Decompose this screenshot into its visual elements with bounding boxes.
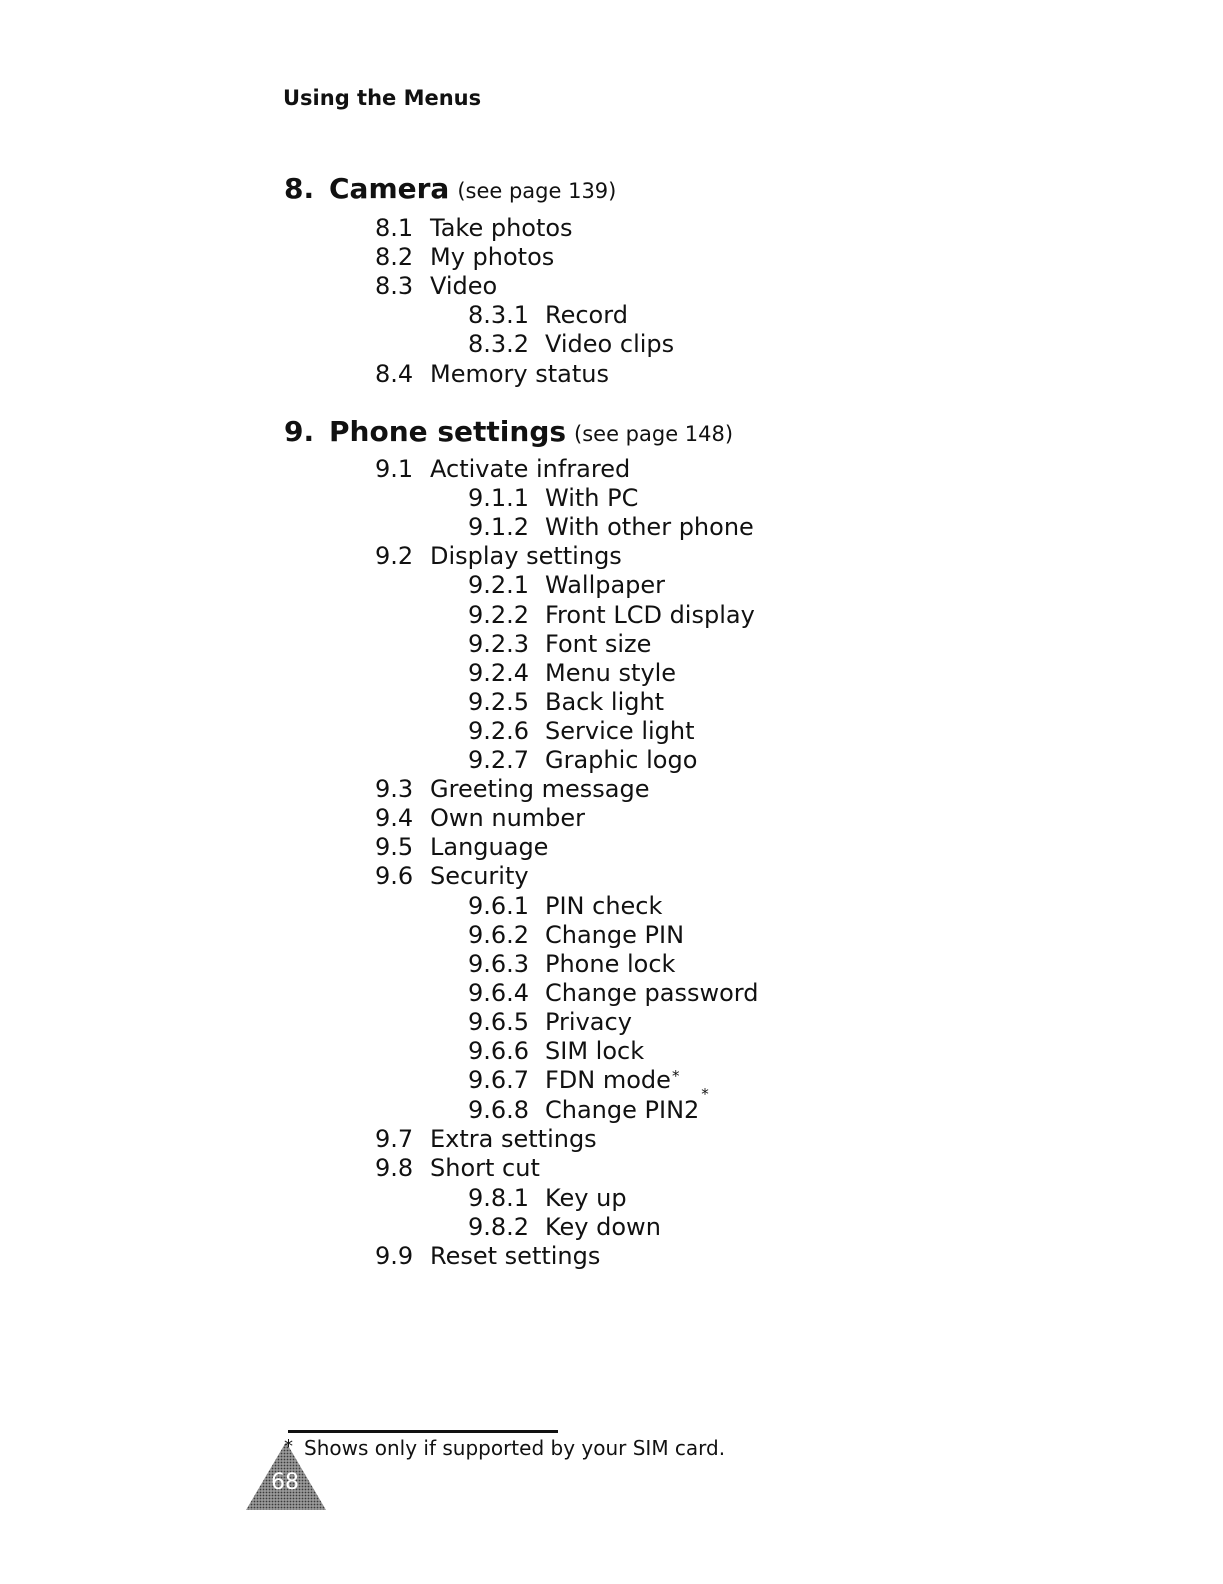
item-label: Key down	[545, 1213, 661, 1241]
item-number: 8.2	[375, 243, 414, 271]
item-number: 8.1	[375, 214, 414, 242]
item-label: Front LCD display	[545, 601, 755, 629]
menu-subitem	[468, 601, 755, 630]
menu-subitem	[468, 1213, 661, 1242]
item-label: Video clips	[545, 330, 675, 358]
section-number: 9.	[284, 415, 315, 448]
item-label: Security	[430, 862, 529, 890]
item-label: Language	[430, 833, 549, 861]
section-number: 8.	[284, 172, 315, 205]
menu-subitem	[468, 659, 676, 688]
item-number: 9.1.1	[468, 484, 530, 512]
item-number: 8.3.1	[468, 301, 530, 329]
item-number: 9.1.2	[468, 513, 530, 541]
menu-item	[375, 1242, 600, 1271]
menu-item	[375, 775, 649, 804]
item-number: 9.9	[375, 1242, 414, 1270]
item-number: 9.5	[375, 833, 414, 861]
page-reference: (see page 139)	[457, 179, 617, 203]
item-label: FDN mode	[545, 1066, 671, 1094]
item-number: 9.1	[375, 455, 414, 483]
item-number: 9.6.4	[468, 979, 530, 1007]
item-label: Change PIN	[545, 921, 685, 949]
section-name: Phone settings	[329, 415, 567, 448]
item-number: 9.2.6	[468, 717, 530, 745]
item-number: 9.6.8	[468, 1096, 530, 1124]
menu-item	[375, 1125, 597, 1154]
menu-item	[375, 214, 573, 243]
item-label: Wallpaper	[545, 571, 666, 599]
item-label: With other phone	[545, 513, 754, 541]
menu-item	[375, 833, 548, 862]
menu-item	[375, 862, 529, 891]
item-number: 8.4	[375, 360, 414, 388]
item-label: Reset settings	[430, 1242, 601, 1270]
footnote-text: Shows only if supported by your SIM card.	[304, 1436, 726, 1460]
item-label: SIM lock	[545, 1037, 645, 1065]
menu-subitem	[468, 1037, 644, 1066]
footnote-marker: *	[284, 1436, 293, 1457]
footnote-marker: *	[701, 1085, 709, 1103]
menu-item	[375, 455, 630, 484]
footnote-divider	[288, 1430, 558, 1433]
item-number: 8.3	[375, 272, 414, 300]
item-label: Take photos	[430, 214, 573, 242]
menu-item	[375, 542, 622, 571]
item-label: Own number	[430, 804, 586, 832]
item-label: Key up	[545, 1184, 627, 1212]
item-number: 9.2.2	[468, 601, 530, 629]
item-number: 9.6.2	[468, 921, 530, 949]
item-label: Phone lock	[545, 950, 676, 978]
item-label: Video	[430, 272, 498, 300]
item-number: 9.4	[375, 804, 414, 832]
item-number: 9.2.3	[468, 630, 530, 658]
menu-item	[375, 360, 609, 389]
menu-subitem	[468, 979, 758, 1008]
section-name: Camera	[329, 172, 450, 205]
item-label: Change PIN2	[545, 1096, 700, 1124]
item-label: Memory status	[430, 360, 609, 388]
item-number: 9.7	[375, 1125, 414, 1153]
item-label: Privacy	[545, 1008, 632, 1036]
menu-subitem	[468, 746, 697, 775]
item-label: Short cut	[430, 1154, 540, 1182]
item-label: My photos	[430, 243, 555, 271]
item-label: Font size	[545, 630, 652, 658]
item-label: With PC	[545, 484, 639, 512]
item-number: 9.6	[375, 862, 414, 890]
menu-subitem	[468, 950, 675, 979]
menu-subitem	[468, 571, 665, 600]
item-number: 9.8.2	[468, 1213, 530, 1241]
item-number: 9.2.7	[468, 746, 530, 774]
item-number: 9.3	[375, 775, 414, 803]
running-head: Using the Menus	[283, 86, 482, 110]
item-number: 9.2	[375, 542, 414, 570]
menu-subitem	[468, 1184, 627, 1213]
menu-subitem	[468, 892, 662, 921]
menu-item	[375, 243, 554, 272]
menu-subitem	[468, 330, 674, 359]
item-label: Display settings	[430, 542, 622, 570]
item-label: Extra settings	[430, 1125, 597, 1153]
item-number: 9.2.1	[468, 571, 530, 599]
menu-subitem	[468, 921, 684, 950]
page-number: 68	[271, 1470, 299, 1495]
item-number: 9.2.5	[468, 688, 530, 716]
item-label: Graphic logo	[545, 746, 698, 774]
menu-subitem	[468, 688, 664, 717]
item-number: 9.6.7	[468, 1066, 530, 1094]
menu-subitem	[468, 1066, 679, 1095]
item-label: Greeting message	[430, 775, 650, 803]
menu-item	[375, 272, 497, 301]
menu-subitem	[468, 1008, 632, 1037]
item-number: 8.3.2	[468, 330, 530, 358]
item-label: Activate infrared	[430, 455, 631, 483]
item-label: Record	[545, 301, 628, 329]
section-title-camera	[284, 172, 616, 205]
item-number: 9.6.1	[468, 892, 530, 920]
menu-subitem	[468, 1085, 709, 1125]
menu-subitem	[468, 484, 638, 513]
item-number: 9.2.4	[468, 659, 530, 687]
section-title-phone-settings	[284, 415, 733, 448]
item-number: 9.6.6	[468, 1037, 530, 1065]
menu-item	[375, 804, 585, 833]
item-number: 9.8.1	[468, 1184, 530, 1212]
footnote-marker: *	[671, 1067, 680, 1085]
item-number: 9.6.3	[468, 950, 530, 978]
menu-subitem	[468, 717, 695, 746]
item-label: Change password	[545, 979, 759, 1007]
item-number: 9.6.5	[468, 1008, 530, 1036]
item-number: 9.8	[375, 1154, 414, 1182]
item-label: PIN check	[545, 892, 663, 920]
menu-item	[375, 1154, 540, 1183]
menu-subitem	[468, 301, 628, 330]
page-reference: (see page 148)	[574, 422, 734, 446]
item-label: Back light	[545, 688, 665, 716]
item-label: Service light	[545, 717, 695, 745]
menu-subitem	[468, 630, 651, 659]
menu-subitem	[468, 513, 754, 542]
item-label: Menu style	[545, 659, 677, 687]
